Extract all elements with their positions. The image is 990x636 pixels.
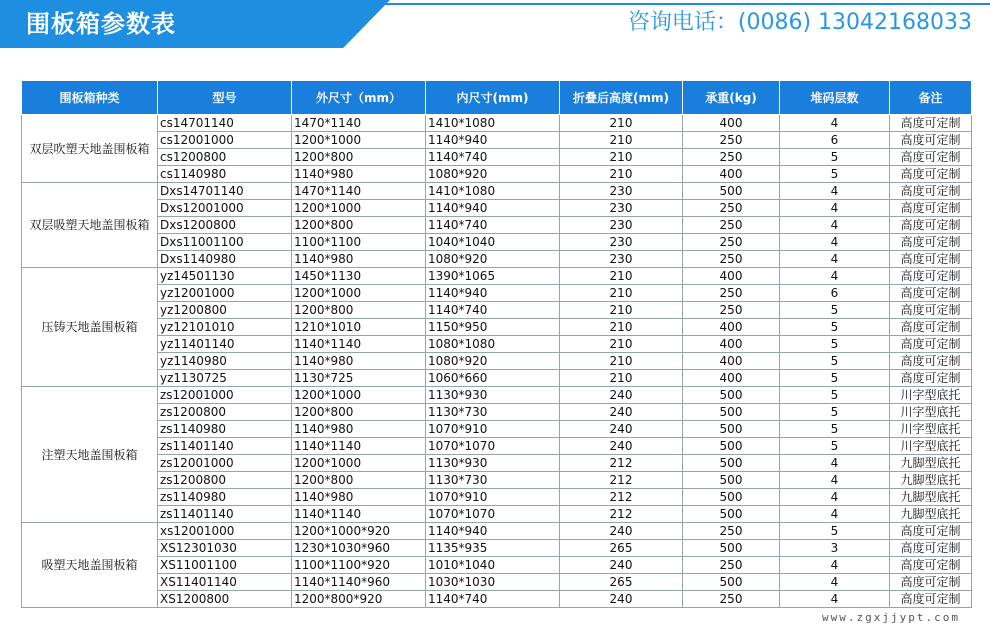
outer-size-cell: 1140*980 [292,166,426,183]
inner-size-cell: 1140*740 [426,217,560,234]
model-cell: yz1130725 [158,370,292,387]
watermark-url: www.zgxjjypt.com [822,611,960,624]
model-cell: zs1200800 [158,404,292,421]
column-header-load: 承重(kg) [683,81,780,115]
remark-cell: 高度可定制 [890,557,972,574]
load-cell: 250 [683,149,780,166]
folded-height-cell: 210 [560,353,683,370]
folded-height-cell: 265 [560,574,683,591]
remark-cell: 川字型底托 [890,404,972,421]
model-cell: cs12001000 [158,132,292,149]
stack-layers-cell: 5 [780,404,890,421]
remark-cell: 川字型底托 [890,438,972,455]
remark-cell: 高度可定制 [890,370,972,387]
folded-height-cell: 212 [560,472,683,489]
table-row [22,302,972,319]
load-cell: 250 [683,234,780,251]
outer-size-cell: 1140*1140 [292,506,426,523]
remark-cell: 高度可定制 [890,234,972,251]
folded-height-cell: 210 [560,319,683,336]
remark-cell: 高度可定制 [890,523,972,540]
inner-size-cell: 1150*950 [426,319,560,336]
folded-height-cell: 210 [560,166,683,183]
page-title: 围板箱参数表 [26,10,176,38]
folded-height-cell: 210 [560,370,683,387]
remark-cell: 高度可定制 [890,149,972,166]
category-cell: 双层吸塑天地盖围板箱 [22,183,158,268]
model-cell: yz1140980 [158,353,292,370]
model-cell: Dxs14701140 [158,183,292,200]
folded-height-cell: 230 [560,217,683,234]
table-row [22,268,972,285]
table-row [22,506,972,523]
remark-cell: 高度可定制 [890,166,972,183]
outer-size-cell: 1140*1140*960 [292,574,426,591]
load-cell: 250 [683,132,780,149]
load-cell: 400 [683,166,780,183]
table-header-row [22,81,972,115]
inner-size-cell: 1010*1040 [426,557,560,574]
folded-height-cell: 265 [560,540,683,557]
stack-layers-cell: 5 [780,523,890,540]
model-cell: cs14701140 [158,115,292,132]
load-cell: 250 [683,200,780,217]
outer-size-cell: 1470*1140 [292,115,426,132]
outer-size-cell: 1200*800 [292,404,426,421]
table-row [22,336,972,353]
table-row [22,489,972,506]
table-row [22,591,972,608]
inner-size-cell: 1070*1070 [426,438,560,455]
folded-height-cell: 210 [560,115,683,132]
column-header-outer-size: 外尺寸（mm） [292,81,426,115]
outer-size-cell: 1140*980 [292,251,426,268]
load-cell: 250 [683,285,780,302]
remark-cell: 九脚型底托 [890,455,972,472]
outer-size-cell: 1200*1000*920 [292,523,426,540]
load-cell: 500 [683,489,780,506]
table-row [22,217,972,234]
remark-cell: 高度可定制 [890,200,972,217]
stack-layers-cell: 4 [780,574,890,591]
inner-size-cell: 1080*920 [426,251,560,268]
table-row [22,132,972,149]
stack-layers-cell: 4 [780,557,890,574]
column-header-stack-layers: 堆码层数 [780,81,890,115]
stack-layers-cell: 5 [780,302,890,319]
model-cell: XS11001100 [158,557,292,574]
stack-layers-cell: 5 [780,319,890,336]
remark-cell: 高度可定制 [890,574,972,591]
inner-size-cell: 1140*940 [426,132,560,149]
table-row [22,251,972,268]
remark-cell: 高度可定制 [890,319,972,336]
load-cell: 500 [683,455,780,472]
stack-layers-cell: 6 [780,132,890,149]
outer-size-cell: 1140*1140 [292,336,426,353]
stack-layers-cell: 5 [780,421,890,438]
outer-size-cell: 1200*800*920 [292,591,426,608]
stack-layers-cell: 4 [780,183,890,200]
model-cell: zs1140980 [158,489,292,506]
table-row [22,183,972,200]
category-cell: 双层吹塑天地盖围板箱 [22,115,158,183]
model-cell: XS12301030 [158,540,292,557]
outer-size-cell: 1140*980 [292,489,426,506]
table-row [22,285,972,302]
inner-size-cell: 1040*1040 [426,234,560,251]
model-cell: Dxs12001000 [158,200,292,217]
table-row [22,438,972,455]
model-cell: Dxs1200800 [158,217,292,234]
load-cell: 500 [683,540,780,557]
stack-layers-cell: 4 [780,234,890,251]
folded-height-cell: 210 [560,149,683,166]
table-row [22,421,972,438]
folded-height-cell: 210 [560,268,683,285]
header-rule [370,3,990,5]
outer-size-cell: 1200*800 [292,149,426,166]
column-header-category: 围板箱种类 [22,81,158,115]
table-row [22,455,972,472]
stack-layers-cell: 4 [780,591,890,608]
outer-size-cell: 1470*1140 [292,183,426,200]
folded-height-cell: 212 [560,489,683,506]
load-cell: 250 [683,557,780,574]
outer-size-cell: 1450*1130 [292,268,426,285]
model-cell: Dxs11001100 [158,234,292,251]
outer-size-cell: 1200*800 [292,302,426,319]
folded-height-cell: 230 [560,183,683,200]
outer-size-cell: 1200*1000 [292,455,426,472]
model-cell: XS11401140 [158,574,292,591]
folded-height-cell: 240 [560,387,683,404]
folded-height-cell: 210 [560,132,683,149]
inner-size-cell: 1130*730 [426,404,560,421]
folded-height-cell: 240 [560,421,683,438]
table-row [22,370,972,387]
model-cell: zs12001000 [158,455,292,472]
inner-size-cell: 1390*1065 [426,268,560,285]
table-row [22,234,972,251]
inner-size-cell: 1410*1080 [426,115,560,132]
stack-layers-cell: 5 [780,353,890,370]
model-cell: Dxs1140980 [158,251,292,268]
inner-size-cell: 1080*1080 [426,336,560,353]
table-row [22,200,972,217]
stack-layers-cell: 5 [780,438,890,455]
remark-cell: 川字型底托 [890,421,972,438]
column-header-remark: 备注 [890,81,972,115]
outer-size-cell: 1200*800 [292,472,426,489]
category-cell: 吸塑天地盖围板箱 [22,523,158,608]
table-row [22,523,972,540]
load-cell: 250 [683,523,780,540]
remark-cell: 川字型底托 [890,387,972,404]
folded-height-cell: 240 [560,523,683,540]
outer-size-cell: 1200*1000 [292,200,426,217]
table-row [22,353,972,370]
load-cell: 500 [683,404,780,421]
stack-layers-cell: 5 [780,166,890,183]
model-cell: yz14501130 [158,268,292,285]
outer-size-cell: 1200*1000 [292,387,426,404]
column-header-model: 型号 [158,81,292,115]
model-cell: zs1200800 [158,472,292,489]
table-row [22,115,972,132]
inner-size-cell: 1030*1030 [426,574,560,591]
load-cell: 500 [683,183,780,200]
load-cell: 500 [683,387,780,404]
model-cell: zs12001000 [158,387,292,404]
stack-layers-cell: 4 [780,472,890,489]
table-row [22,557,972,574]
load-cell: 500 [683,421,780,438]
column-header-inner-size: 内尺寸(mm) [426,81,560,115]
model-cell: zs1140980 [158,421,292,438]
load-cell: 400 [683,370,780,387]
table-body [22,115,972,608]
inner-size-cell: 1140*740 [426,302,560,319]
inner-size-cell: 1060*660 [426,370,560,387]
stack-layers-cell: 4 [780,217,890,234]
folded-height-cell: 240 [560,404,683,421]
stack-layers-cell: 4 [780,489,890,506]
remark-cell: 九脚型底托 [890,489,972,506]
folded-height-cell: 230 [560,200,683,217]
outer-size-cell: 1200*1000 [292,132,426,149]
remark-cell: 高度可定制 [890,353,972,370]
load-cell: 400 [683,268,780,285]
outer-size-cell: 1100*1100 [292,234,426,251]
outer-size-cell: 1140*1140 [292,438,426,455]
inner-size-cell: 1140*940 [426,285,560,302]
remark-cell: 九脚型底托 [890,506,972,523]
inner-size-cell: 1410*1080 [426,183,560,200]
model-cell: yz12001000 [158,285,292,302]
remark-cell: 九脚型底托 [890,472,972,489]
load-cell: 400 [683,336,780,353]
contact-phone: 咨询电话：(0086) 13042168033 [627,10,972,35]
outer-size-cell: 1130*725 [292,370,426,387]
table-row [22,387,972,404]
inner-size-cell: 1135*935 [426,540,560,557]
category-cell: 压铸天地盖围板箱 [22,268,158,387]
table-row [22,540,972,557]
inner-size-cell: 1070*910 [426,421,560,438]
remark-cell: 高度可定制 [890,540,972,557]
stack-layers-cell: 4 [780,506,890,523]
load-cell: 500 [683,506,780,523]
inner-size-cell: 1130*930 [426,455,560,472]
folded-height-cell: 240 [560,557,683,574]
model-cell: xs12001000 [158,523,292,540]
stack-layers-cell: 3 [780,540,890,557]
stack-layers-cell: 4 [780,115,890,132]
inner-size-cell: 1140*940 [426,523,560,540]
table-row [22,166,972,183]
model-cell: cs1200800 [158,149,292,166]
outer-size-cell: 1200*800 [292,217,426,234]
stack-layers-cell: 4 [780,200,890,217]
column-header-folded-height: 折叠后高度(mm) [560,81,683,115]
remark-cell: 高度可定制 [890,217,972,234]
table-row [22,472,972,489]
remark-cell: 高度可定制 [890,251,972,268]
table-row [22,319,972,336]
remark-cell: 高度可定制 [890,302,972,319]
load-cell: 500 [683,574,780,591]
load-cell: 400 [683,319,780,336]
stack-layers-cell: 4 [780,455,890,472]
table-row [22,574,972,591]
folded-height-cell: 210 [560,302,683,319]
folded-height-cell: 210 [560,285,683,302]
category-cell: 注塑天地盖围板箱 [22,387,158,523]
stack-layers-cell: 4 [780,268,890,285]
inner-size-cell: 1140*740 [426,591,560,608]
inner-size-cell: 1140*940 [426,200,560,217]
model-cell: yz11401140 [158,336,292,353]
load-cell: 500 [683,472,780,489]
stack-layers-cell: 4 [780,251,890,268]
load-cell: 250 [683,217,780,234]
model-cell: zs11401140 [158,506,292,523]
stack-layers-cell: 5 [780,336,890,353]
remark-cell: 高度可定制 [890,268,972,285]
folded-height-cell: 230 [560,234,683,251]
remark-cell: 高度可定制 [890,591,972,608]
stack-layers-cell: 6 [780,285,890,302]
folded-height-cell: 212 [560,506,683,523]
model-cell: cs1140980 [158,166,292,183]
spec-table [21,80,972,608]
folded-height-cell: 230 [560,251,683,268]
load-cell: 250 [683,591,780,608]
load-cell: 400 [683,115,780,132]
remark-cell: 高度可定制 [890,132,972,149]
table-row [22,149,972,166]
outer-size-cell: 1200*1000 [292,285,426,302]
inner-size-cell: 1080*920 [426,166,560,183]
outer-size-cell: 1230*1030*960 [292,540,426,557]
inner-size-cell: 1070*1070 [426,506,560,523]
outer-size-cell: 1140*980 [292,421,426,438]
outer-size-cell: 1140*980 [292,353,426,370]
remark-cell: 高度可定制 [890,115,972,132]
inner-size-cell: 1070*910 [426,489,560,506]
stack-layers-cell: 5 [780,149,890,166]
table-row [22,404,972,421]
folded-height-cell: 240 [560,591,683,608]
inner-size-cell: 1080*920 [426,353,560,370]
folded-height-cell: 240 [560,438,683,455]
load-cell: 400 [683,353,780,370]
stack-layers-cell: 5 [780,387,890,404]
model-cell: XS1200800 [158,591,292,608]
load-cell: 500 [683,438,780,455]
folded-height-cell: 210 [560,336,683,353]
model-cell: yz12101010 [158,319,292,336]
remark-cell: 高度可定制 [890,336,972,353]
inner-size-cell: 1130*930 [426,387,560,404]
model-cell: zs11401140 [158,438,292,455]
inner-size-cell: 1130*730 [426,472,560,489]
folded-height-cell: 212 [560,455,683,472]
load-cell: 250 [683,251,780,268]
spec-table-container [21,80,971,608]
outer-size-cell: 1100*1100*920 [292,557,426,574]
inner-size-cell: 1140*740 [426,149,560,166]
outer-size-cell: 1210*1010 [292,319,426,336]
stack-layers-cell: 5 [780,370,890,387]
model-cell: yz1200800 [158,302,292,319]
load-cell: 250 [683,302,780,319]
remark-cell: 高度可定制 [890,183,972,200]
remark-cell: 高度可定制 [890,285,972,302]
